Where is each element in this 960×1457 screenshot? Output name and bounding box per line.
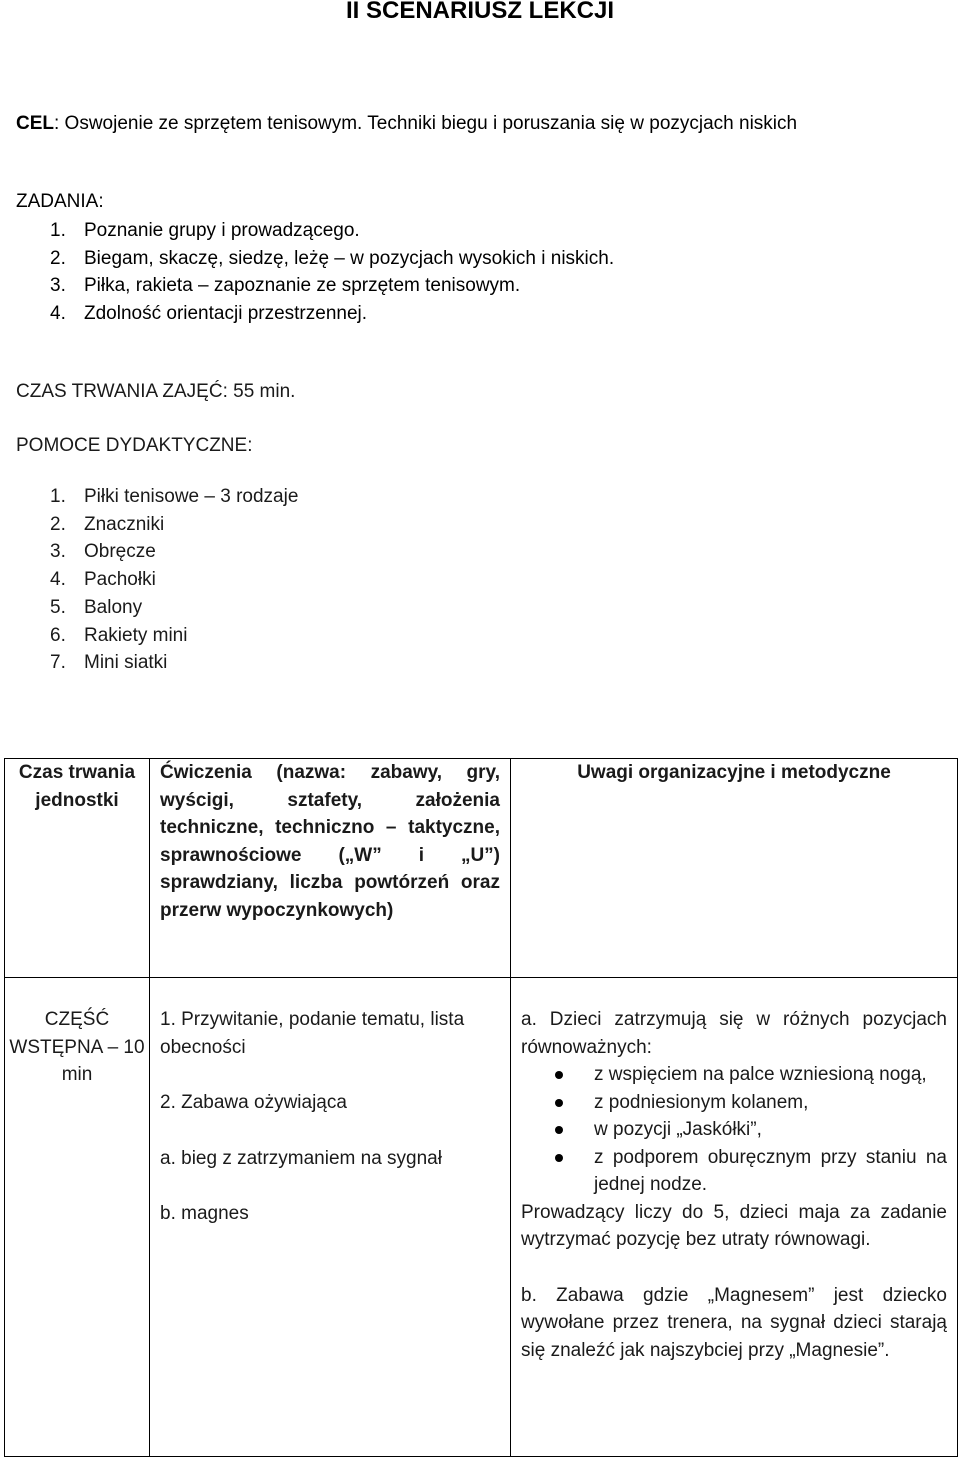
aids-suffix: : bbox=[247, 435, 253, 456]
list-item bbox=[50, 622, 298, 650]
list-text: Mini siatki bbox=[84, 652, 168, 674]
exercise-item: a. bieg z zatrzymaniem na sygnał bbox=[160, 1147, 442, 1169]
list-number: 1. bbox=[50, 486, 66, 507]
list-number: 7. bbox=[50, 652, 66, 674]
header-notes: Uwagi organizacyjne i metodyczne bbox=[511, 759, 958, 978]
list-text: Znaczniki bbox=[84, 513, 165, 535]
duration-label: CZAS TRWANIA ZAJĘĆ bbox=[16, 381, 223, 402]
lesson-table bbox=[4, 758, 958, 1457]
notes-after: Prowadzący liczy do 5, dzieci maja za zadanie wytrzymać pozycję bez utraty równowagi. bbox=[521, 1201, 947, 1250]
list-item bbox=[50, 217, 614, 245]
aids-label: POMOCE DYDAKTYCZNE bbox=[16, 435, 248, 456]
aids-list bbox=[50, 483, 298, 677]
table-header-row bbox=[5, 759, 958, 978]
bullet-item: z podniesionym kolanem, bbox=[521, 1089, 947, 1117]
list-item bbox=[50, 594, 298, 622]
list-number: 4. bbox=[50, 302, 66, 324]
list-text: Zdolność orientacji przestrzennej. bbox=[84, 302, 368, 324]
notes-intro: a. Dzieci zatrzymują się w różnych pozycjach równoważnych: bbox=[521, 1009, 947, 1058]
list-text: Biegam, skaczę, siedzę, leżę – w pozycjach wysokich i niskich. bbox=[84, 247, 615, 269]
bullet-item: z wspięciem na palce wzniesioną nogą, bbox=[521, 1061, 947, 1089]
list-text: Poznanie grupy i prowadzącego. bbox=[84, 220, 360, 241]
list-item bbox=[50, 511, 298, 539]
part-cell: CZĘŚĆ WSTĘPNA – 10 min bbox=[5, 978, 150, 1457]
list-item bbox=[50, 300, 614, 328]
tasks-suffix: : bbox=[98, 191, 104, 212]
duration-text: : 55 min. bbox=[222, 381, 296, 402]
page-title: II SCENARIUSZ LEKCJI bbox=[345, 0, 615, 24]
list-number: 3. bbox=[50, 541, 66, 563]
list-text: Rakiety mini bbox=[84, 624, 188, 646]
bullet-item: w pozycji „Jaskółki”, bbox=[521, 1116, 947, 1144]
exercise-item: 2. Zabawa ożywiająca bbox=[160, 1092, 347, 1113]
list-text: Piłka, rakieta – zapoznanie ze sprzętem tenisowym. bbox=[84, 275, 521, 296]
list-item bbox=[50, 483, 298, 511]
list-item bbox=[50, 245, 614, 273]
list-item bbox=[50, 566, 298, 594]
notes-bullets bbox=[521, 1061, 947, 1199]
goal-text: : Oswojenie ze sprzętem tenisowym. Techniki biegu i poruszania się w pozycjach niskich bbox=[54, 113, 798, 134]
list-number: 2. bbox=[50, 513, 66, 535]
list-number: 6. bbox=[50, 624, 66, 646]
list-text: Balony bbox=[84, 596, 143, 618]
header-time: Czas trwania jednostki bbox=[5, 759, 150, 978]
list-text: Pachołki bbox=[84, 569, 156, 591]
tasks-list bbox=[50, 217, 614, 327]
list-number: 5. bbox=[50, 596, 66, 618]
notes-cell bbox=[511, 978, 958, 1457]
bullet-item: z podporem oburęcznym przy staniu na jednej nodze. bbox=[521, 1144, 947, 1199]
list-number: 2. bbox=[50, 247, 66, 269]
list-text: Piłki tenisowe – 3 rodzaje bbox=[84, 486, 299, 507]
goal-line bbox=[16, 110, 797, 137]
list-number: 3. bbox=[50, 275, 66, 296]
table-row bbox=[5, 978, 958, 1457]
tasks-label: ZADANIA bbox=[16, 191, 99, 212]
list-item bbox=[50, 272, 614, 300]
aids-heading bbox=[16, 432, 252, 459]
exercises-cell bbox=[150, 978, 511, 1457]
list-text: Obręcze bbox=[84, 541, 156, 563]
list-number: 1. bbox=[50, 220, 66, 241]
list-item bbox=[50, 649, 298, 677]
goal-label: CEL bbox=[16, 113, 54, 134]
exercise-item: 1. Przywitanie, podanie tematu, lista obecności bbox=[160, 1009, 465, 1058]
duration-line bbox=[16, 378, 295, 405]
exercise-item: b. magnes bbox=[160, 1203, 249, 1224]
list-item bbox=[50, 538, 298, 566]
header-exercises: Ćwiczenia (nazwa: zabawy, gry, wyścigi, sztafety, założenia techniczne, techniczno – taktyczne, sprawnościowe („W” i „U”) sprawdziany, liczba powtórzeń oraz przerw wypoczynkowych) bbox=[150, 759, 511, 978]
list-number: 4. bbox=[50, 569, 66, 591]
tasks-heading bbox=[16, 188, 104, 215]
notes-magnet: b. Zabawa gdzie „Magnesem” jest dziecko wywołane przez trenera, na sygnał dzieci starają się znaleźć jak najszybciej przy „Magnesie”. bbox=[521, 1284, 947, 1361]
